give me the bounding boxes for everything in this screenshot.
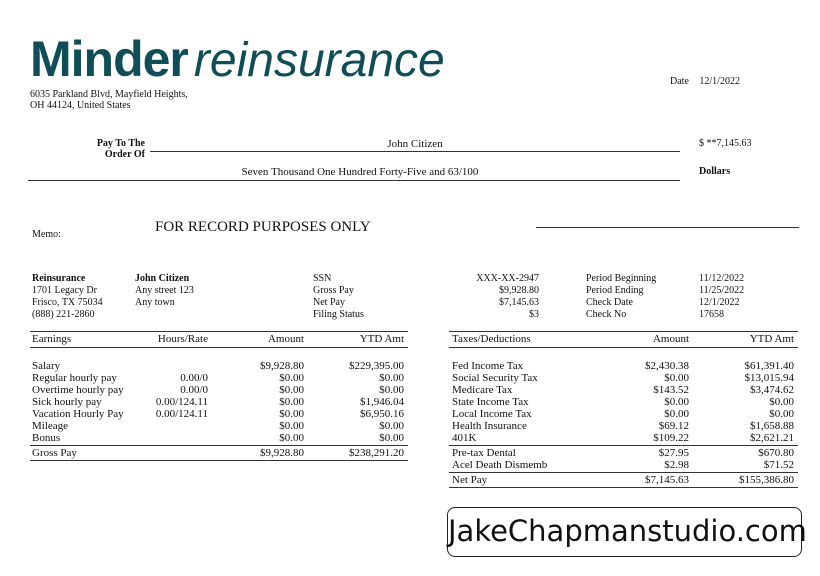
check-date: Date 12/1/2022: [670, 76, 740, 87]
table-row: State Income Tax: [452, 396, 529, 408]
gross-pay-amount: $9,928.80: [260, 447, 304, 459]
amount-words: Seven Thousand One Hundred Forty-Five and 63/100: [241, 166, 479, 178]
period-values: 11/12/2022 11/25/2022 12/1/2022 17658: [699, 273, 745, 320]
watermark: JakeChapmanstudio.com: [447, 507, 802, 557]
taxes-ytd: $61,391.40 $13,015.94 $3,474.62 $0.00 $0.00 $1,658.88 $2,621.21: [744, 360, 794, 444]
gross-pay-label: Gross Pay: [32, 447, 77, 459]
payee-line: [150, 151, 680, 152]
taxes-labels-extra: [452, 447, 547, 471]
period-labels: Period Beginning Period Ending Check Date Check No: [586, 273, 657, 320]
table-row: Overtime hourly pay: [32, 384, 124, 396]
dollars-label: Dollars: [699, 166, 731, 177]
employer-info: Reinsurance 1701 Legacy Dr Frisco, TX 75034 (888) 221-2860: [32, 273, 103, 320]
table-row: Mileage: [32, 420, 69, 432]
memo-label: Memo:: [32, 229, 61, 240]
check-amount: $ **7,145.63: [699, 138, 752, 149]
taxes-amounts-extra: $27.95 $2.98: [658, 447, 689, 471]
company-logo: [30, 30, 445, 88]
logo-bold-text: Minder: [30, 31, 188, 87]
signature-line: [536, 227, 799, 228]
table-row: Social Security Tax: [452, 372, 538, 384]
taxes-header-amount: Amount: [652, 333, 689, 345]
taxes-amounts: $2,430.38 $0.00 $143.52 $0.00 $0.00 $69.12 $109.22: [645, 360, 689, 444]
pay-info-values: XXX-XX-2947 $9,928.80 $7,145.63 $3: [476, 273, 539, 320]
memo-text: FOR RECORD PURPOSES ONLY: [155, 219, 371, 235]
earnings-header-ytd: YTD Amt: [359, 333, 404, 345]
earnings-hours: 0.00/0 0.00/0 0.00/124.11 0.00/124.11: [155, 372, 208, 420]
table-row: Local Income Tax: [452, 408, 532, 420]
pay-to-label: Pay To The Order Of: [96, 138, 145, 160]
pay-info-labels: SSN Gross Pay Net Pay Filing Status: [313, 273, 364, 320]
amount-words-line: [28, 180, 680, 181]
table-row: Fed Income Tax: [452, 360, 524, 372]
taxes-header-ytd: YTD Amt: [749, 333, 794, 345]
table-row: Vacation Hourly Pay: [32, 408, 124, 420]
taxes-header-label: Taxes/Deductions: [452, 333, 531, 345]
table-row: Pre-tax Dental: [452, 447, 516, 459]
earnings-header-label: Earnings: [32, 333, 72, 345]
gross-pay-ytd: $238,291.20: [349, 447, 404, 459]
earnings-ytd: $229,395.00 $0.00 $0.00 $1,946.04 $6,950.16 $0.00 $0.00: [349, 360, 404, 444]
logo-light-text: reinsurance: [193, 34, 445, 87]
earnings-amounts: $9,928.80 $0.00 $0.00 $0.00 $0.00 $0.00 $0.00: [260, 360, 304, 444]
earnings-header-hours: Hours/Rate: [157, 333, 208, 345]
table-row: Acel Death Dismemb: [452, 459, 548, 471]
table-row: 401K: [452, 432, 477, 444]
taxes-ytd-extra: $670.80 $71.52: [758, 447, 794, 471]
table-row: Regular hourly pay: [32, 372, 117, 384]
table-row: Sick hourly pay: [32, 396, 102, 408]
net-pay-ytd: $155,386.80: [739, 474, 794, 486]
taxes-labels: [452, 360, 538, 444]
employee-info: John Citizen Any street 123 Any town: [135, 273, 194, 308]
net-pay-amount: $7,145.63: [645, 474, 689, 486]
earnings-header-amount: Amount: [267, 333, 304, 345]
payee-name: John Citizen: [387, 138, 443, 150]
table-row: Salary: [32, 360, 61, 372]
earnings-labels: [32, 360, 124, 444]
table-row: Medicare Tax: [452, 384, 513, 396]
net-pay-label: Net Pay: [452, 474, 488, 486]
company-address: 6035 Parkland Blvd, Mayfield Heights, OH 44124, United States: [30, 89, 188, 111]
table-row: Bonus: [32, 432, 61, 444]
table-row: Health Insurance: [452, 420, 527, 432]
